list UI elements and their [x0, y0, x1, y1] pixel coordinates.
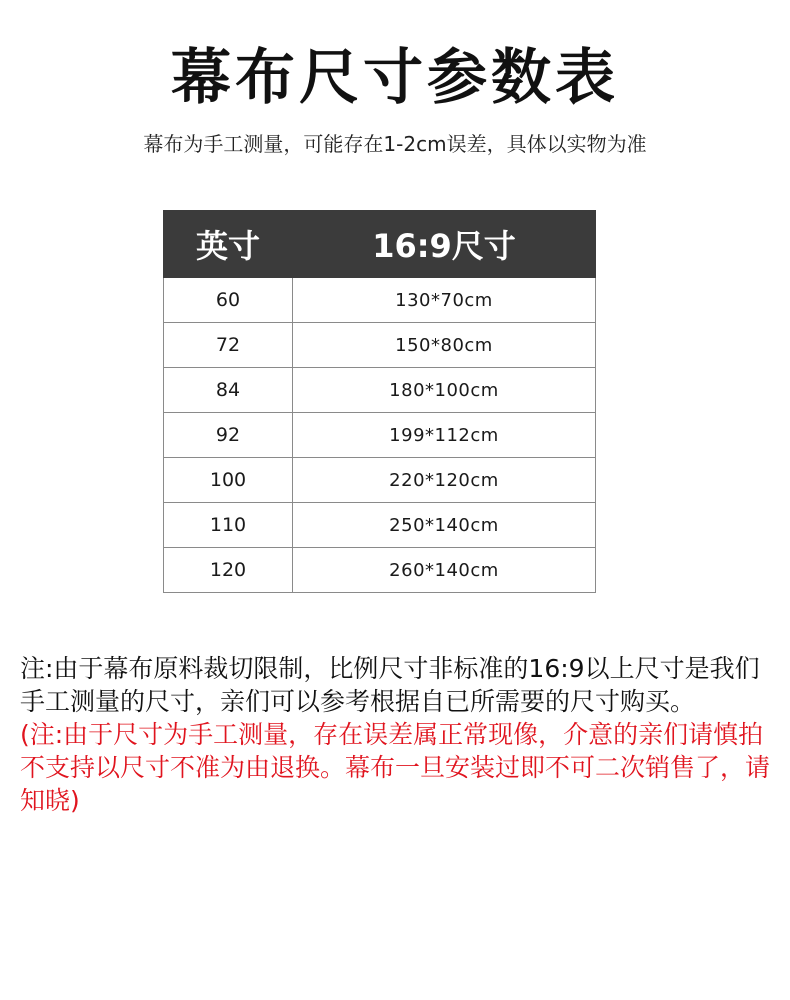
table-row [164, 548, 596, 593]
size-cell: 199*112cm [293, 413, 596, 458]
column-header-inch: 英寸 [164, 211, 293, 278]
table-row [164, 503, 596, 548]
page-title: 幕布尺寸参数表 [171, 43, 619, 113]
size-cell: 180*100cm [293, 368, 596, 413]
size-cell: 150*80cm [293, 323, 596, 368]
notes-section [20, 652, 780, 817]
table-row [164, 458, 596, 503]
table-row [164, 323, 596, 368]
inch-cell: 84 [164, 368, 293, 413]
column-header-size: 16:9尺寸 [293, 211, 596, 278]
size-cell: 220*120cm [293, 458, 596, 503]
inch-cell: 72 [164, 323, 293, 368]
inch-cell: 100 [164, 458, 293, 503]
table-row [164, 278, 596, 323]
size-cell: 250*140cm [293, 503, 596, 548]
inch-cell: 92 [164, 413, 293, 458]
inch-cell: 60 [164, 278, 293, 323]
inch-cell: 110 [164, 503, 293, 548]
measurement-disclaimer: 幕布为手工测量，可能存在1-2cm误差，具体以实物为准 [143, 132, 647, 156]
return-policy-warning: (注:由于尺寸为手工测量，存在误差属正常现像，介意的亲们请慎拍不支持以尺寸不准为由退换。幕布一旦安装过即不可二次销售了，请知晓) [20, 720, 771, 815]
cutting-note: 注:由于幕布原料裁切限制，比例尺寸非标准的16:9以上尺寸是我们手工测量的尺寸，亲们可以参考根据自已所需要的尺寸购买。 [20, 654, 760, 716]
size-table [163, 210, 596, 593]
inch-cell: 120 [164, 548, 293, 593]
size-cell: 130*70cm [293, 278, 596, 323]
size-cell: 260*140cm [293, 548, 596, 593]
table-row [164, 368, 596, 413]
table-row [164, 413, 596, 458]
table-header-row [164, 211, 596, 278]
